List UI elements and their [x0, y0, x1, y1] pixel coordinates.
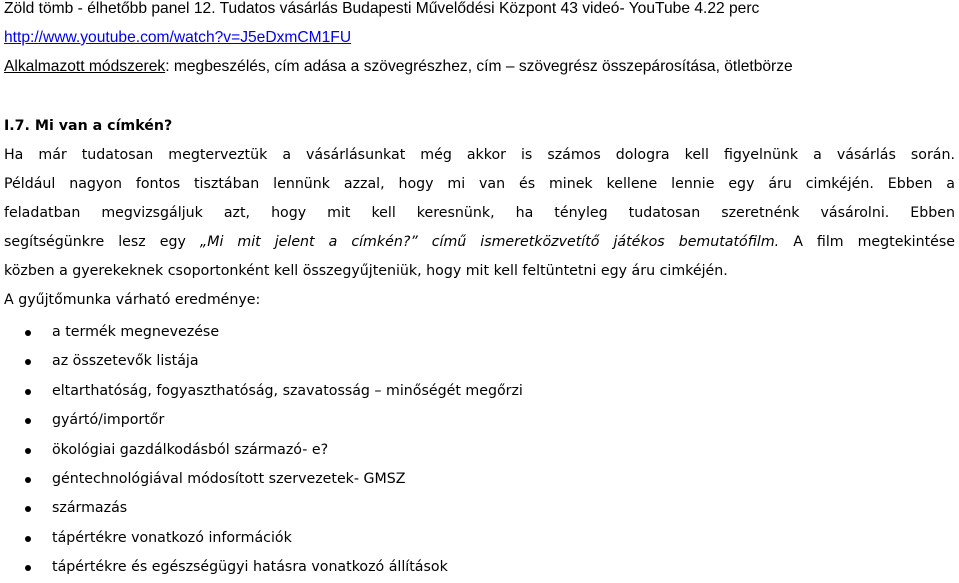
list-item	[4, 318, 523, 347]
bullet-icon	[25, 565, 31, 571]
list-item	[4, 553, 523, 582]
methods-label: Alkalmazott módszerek	[4, 58, 166, 75]
list-item-text: ökológiai gazdálkodásból származó- e?	[52, 441, 329, 458]
list-item-text: tápértékre vonatkozó információk	[52, 529, 292, 546]
paragraph-line-1: Ha már tudatosan megterveztük a vásárlásunkat még akkor is számos dologra kell figyelnünk a vásárlás során.	[4, 147, 955, 163]
list-item-text: származás	[52, 500, 128, 517]
paragraph-line-3: feladatban megvizsgáljuk azt, hogy mit kell keresnünk, ha tényleg tudatosan szeretnénk vásárolni. Ebben	[4, 205, 955, 221]
list-item-text: tápértékre és egészségügyi hatásra vonatkozó állítások	[52, 559, 448, 576]
list-item	[4, 494, 523, 523]
bullet-icon	[25, 330, 31, 336]
list-item-text: eltarthatóság, fogyaszthatóság, szavatosság – minőségét megőrzi	[52, 382, 523, 399]
line4-after: A film megtekintése	[779, 234, 956, 250]
bullet-icon	[25, 536, 31, 542]
bullet-icon	[25, 448, 31, 454]
list-item	[4, 436, 523, 465]
video-link[interactable]: http://www.youtube.com/watch?v=J5eDxmCM1FU	[4, 29, 352, 46]
line4-before: segítségünkre lesz egy	[4, 234, 200, 250]
bullet-icon	[25, 477, 31, 483]
bullet-icon	[25, 418, 31, 424]
methods-line	[4, 58, 793, 76]
methods-text: : megbeszélés, cím adása a szövegrészhez, cím – szövegrész összepárosítása, ötletbörze	[165, 58, 793, 75]
result-list	[4, 318, 523, 583]
list-item	[4, 406, 523, 435]
paragraph-line-5: közben a gyerekeknek csoportonként kell összegyűjteniük, hogy mit kell feltüntetni egy áru cimkéjén.	[4, 263, 728, 279]
list-item-text: géntechnológiával módosított szervezetek- GMSZ	[52, 470, 406, 487]
bullet-icon	[25, 389, 31, 395]
paragraph-line-2: Például nagyon fontos tisztában lennünk azzal, hogy mi van és minek kellene lennie egy áru cimkéjén. Ebben a	[4, 176, 955, 192]
video-link-line	[4, 29, 351, 47]
list-item	[4, 347, 523, 376]
list-item	[4, 524, 523, 553]
expected-result-label: A gyűjtőmunka várható eredménye:	[4, 292, 261, 308]
list-item-text: gyártó/importőr	[52, 412, 165, 429]
source-line	[4, 0, 759, 18]
list-item	[4, 465, 523, 494]
paragraph-line-4	[4, 234, 955, 250]
bullet-icon	[25, 359, 31, 365]
list-item-text: a termék megnevezése	[52, 324, 220, 340]
bullet-icon	[25, 506, 31, 512]
section-heading: I.7. Mi van a címkén?	[4, 118, 173, 134]
list-item-text: az összetevők listája	[52, 353, 199, 370]
list-item	[4, 377, 523, 406]
source-text: Zöld tömb - élhetőbb panel 12. Tudatos vásárlás Budapesti Művelődési Központ 43 videó- YouTube 4.22 perc	[4, 0, 760, 17]
film-title: „Mi mit jelent a címkén?” című ismeretközvetítő játékos bemutatófilm.	[199, 234, 780, 250]
